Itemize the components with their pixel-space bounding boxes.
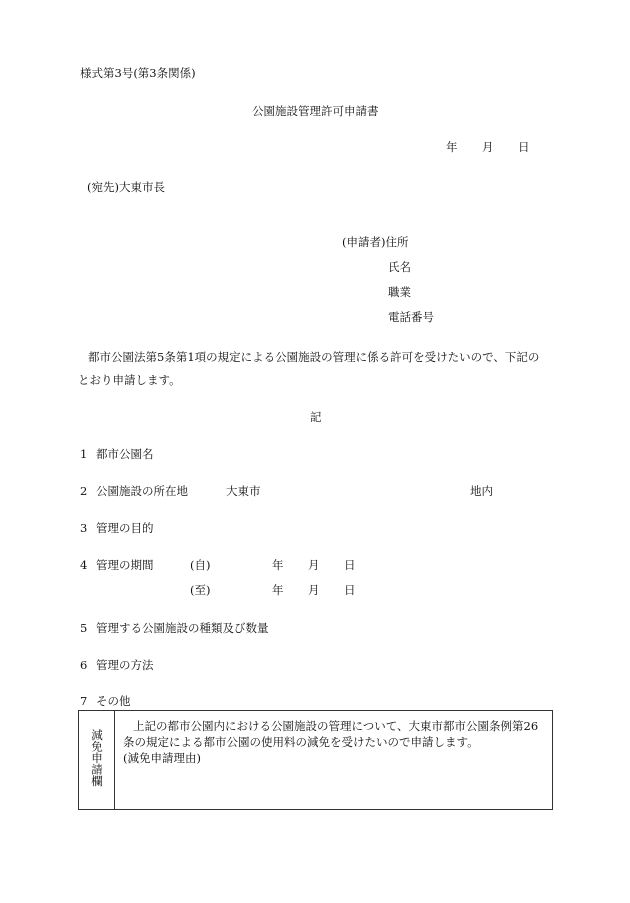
item-number: 7: [80, 694, 88, 708]
item-label: 管理の期間: [96, 558, 154, 572]
document-title: 公園施設管理許可申請書: [252, 104, 379, 118]
item-label: 管理の目的: [96, 521, 154, 535]
item-number: 5: [80, 621, 88, 635]
reduction-line-1: 上記の都市公園内における公園施設の管理について、大東市都市公園条例第26: [133, 719, 539, 733]
body-line-1: 都市公園法第5条第1項の規定による公園施設の管理に係る許可を受けたいので、下記の: [88, 350, 540, 364]
item-number: 4: [80, 558, 88, 572]
item-label: 管理の方法: [96, 658, 154, 672]
reduction-side-label: 減免申請欄: [90, 729, 104, 787]
item-number: 6: [80, 658, 88, 672]
to-year: 年: [272, 583, 284, 597]
location-suffix: 地内: [470, 484, 493, 498]
item-label: 都市公園名: [96, 447, 154, 461]
date-month: 月: [482, 140, 494, 154]
body-line-2: とおり申請します。: [78, 373, 181, 387]
location-city: 大東市: [226, 484, 261, 498]
form-number: 様式第3号(第3条関係): [80, 66, 196, 80]
reduction-reason-label: (減免申請理由): [123, 751, 201, 765]
item-number: 1: [80, 447, 88, 461]
date-year: 年: [446, 140, 458, 154]
item-label: その他: [96, 694, 131, 708]
applicant-address-label: (申請者)住所: [342, 235, 409, 249]
item-label: 管理する公園施設の種類及び数量: [96, 621, 269, 635]
to-day: 日: [344, 583, 356, 597]
from-day: 日: [344, 558, 356, 572]
item-number: 3: [80, 521, 88, 535]
date-day: 日: [518, 140, 530, 154]
period-from: (自): [190, 558, 211, 572]
reduction-line-2: 条の規定による都市公園の使用料の減免を受けたいので申請します。: [123, 735, 479, 749]
item-label: 公園施設の所在地: [96, 484, 188, 498]
item-number: 2: [80, 484, 88, 498]
from-year: 年: [272, 558, 284, 572]
ki-heading: 記: [310, 410, 322, 424]
applicant-phone-label: 電話番号: [388, 310, 434, 324]
reduction-side-cell: [79, 711, 115, 809]
from-month: 月: [308, 558, 320, 572]
period-to: (至): [190, 583, 211, 597]
applicant-occupation-label: 職業: [388, 285, 411, 299]
to-month: 月: [308, 583, 320, 597]
applicant-name-label: 氏名: [388, 260, 411, 274]
reduction-request-box: [78, 710, 553, 810]
addressee: (宛先)大東市長: [87, 180, 165, 194]
